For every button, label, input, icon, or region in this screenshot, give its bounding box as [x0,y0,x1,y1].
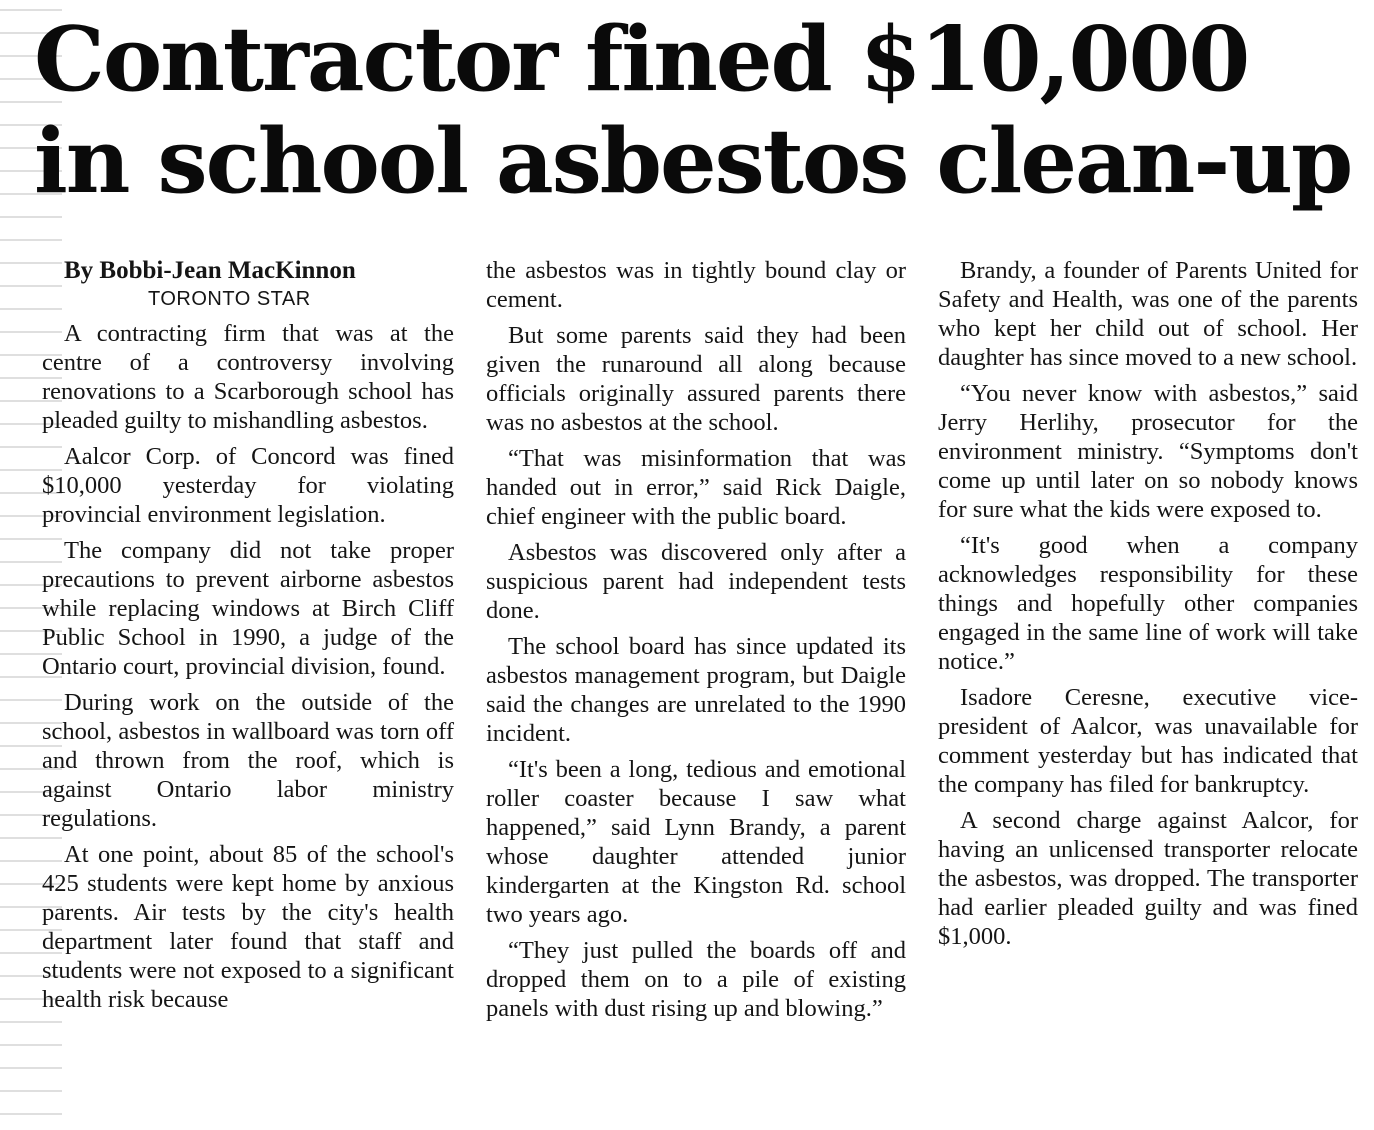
article-paragraph: the asbestos was in tightly bound clay or cement. [486,257,906,313]
article-paragraph: “They just pulled the boards off and dropped them on to a pile of existing panels with dust rising up and blowing.” [486,937,906,1022]
article-paragraph: “That was misinformation that was handed out in error,” said Rick Daigle, chief engineer with the public board. [486,445,906,530]
article-paragraph: A second charge against Aalcor, for having an unlicensed transporter relocate the asbestos, was dropped. The transporter had earlier pleaded guilty and was fined $1,000. [938,807,1358,950]
byline-outlet: TORONTO STAR [148,288,311,310]
article-paragraph: Asbestos was discovered only after a suspicious parent had independent tests done. [486,539,906,624]
article-paragraph: At one point, about 85 of the school's 425 students were kept home by anxious parents. Air tests by the city's health department later found that staff and students were not exposed to a significant health risk because [42,841,454,1013]
article-paragraph: “It's been a long, tedious and emotional roller coaster because I saw what happened,” said Lynn Brandy, a parent whose daughter attended junior kindergarten at the Kingston Rd. school two years ago. [486,756,906,928]
article-paragraph: “You never know with asbestos,” said Jerry Herlihy, prosecutor for the environment ministry. “Symptoms don't come up until later on so nobody knows for sure what the kids were exposed to. [938,380,1358,523]
article-paragraph: But some parents said they had been given the runaround all along because officials originally assured parents there was no asbestos at the school. [486,322,906,436]
article-paragraph: The school board has since updated its asbestos management program, but Daigle said the changes are unrelated to the 1990 incident. [486,633,906,747]
article-paragraph: During work on the outside of the school, asbestos in wallboard was torn off and thrown from the roof, which is against Ontario labor ministry regulations. [42,689,454,832]
article-paragraph: The company did not take proper precautions to prevent airborne asbestos while replacing windows at Birch Cliff Public School in 1990, a judge of the Ontario court, provincial division, found. [42,537,454,680]
headline-line-1: Contractor fined $10,000 [34,6,1249,111]
article-paragraph: A contracting firm that was at the centre of a controversy involving renovations to a Scarborough school has pleaded guilty to mishandling asbestos. [42,320,454,434]
article-paragraph: Aalcor Corp. of Concord was fined $10,000 yesterday for violating provincial environment legislation. [42,443,454,528]
byline-author: By Bobbi-Jean MacKinnon [64,257,356,284]
article-column-1 [38,256,454,1021]
article-column-3 [938,256,1358,958]
article-paragraph: Isadore Ceresne, executive vice-president of Aalcor, was unavailable for comment yesterday but has indicated that the company has filed for bankruptcy. [938,684,1358,798]
article-paragraph: “It's good when a company acknowledges responsibility for these things and hopefully other companies engaged in the same line of work will take notice.” [938,532,1358,675]
article-paragraph: Brandy, a founder of Parents United for Safety and Health, was one of the parents who kept her child out of school. Her daughter has since moved to a new school. [938,257,1358,371]
article-column-2 [486,256,906,1030]
headline-line-2: in school asbestos clean-up [34,108,1352,213]
headline [34,8,1364,212]
